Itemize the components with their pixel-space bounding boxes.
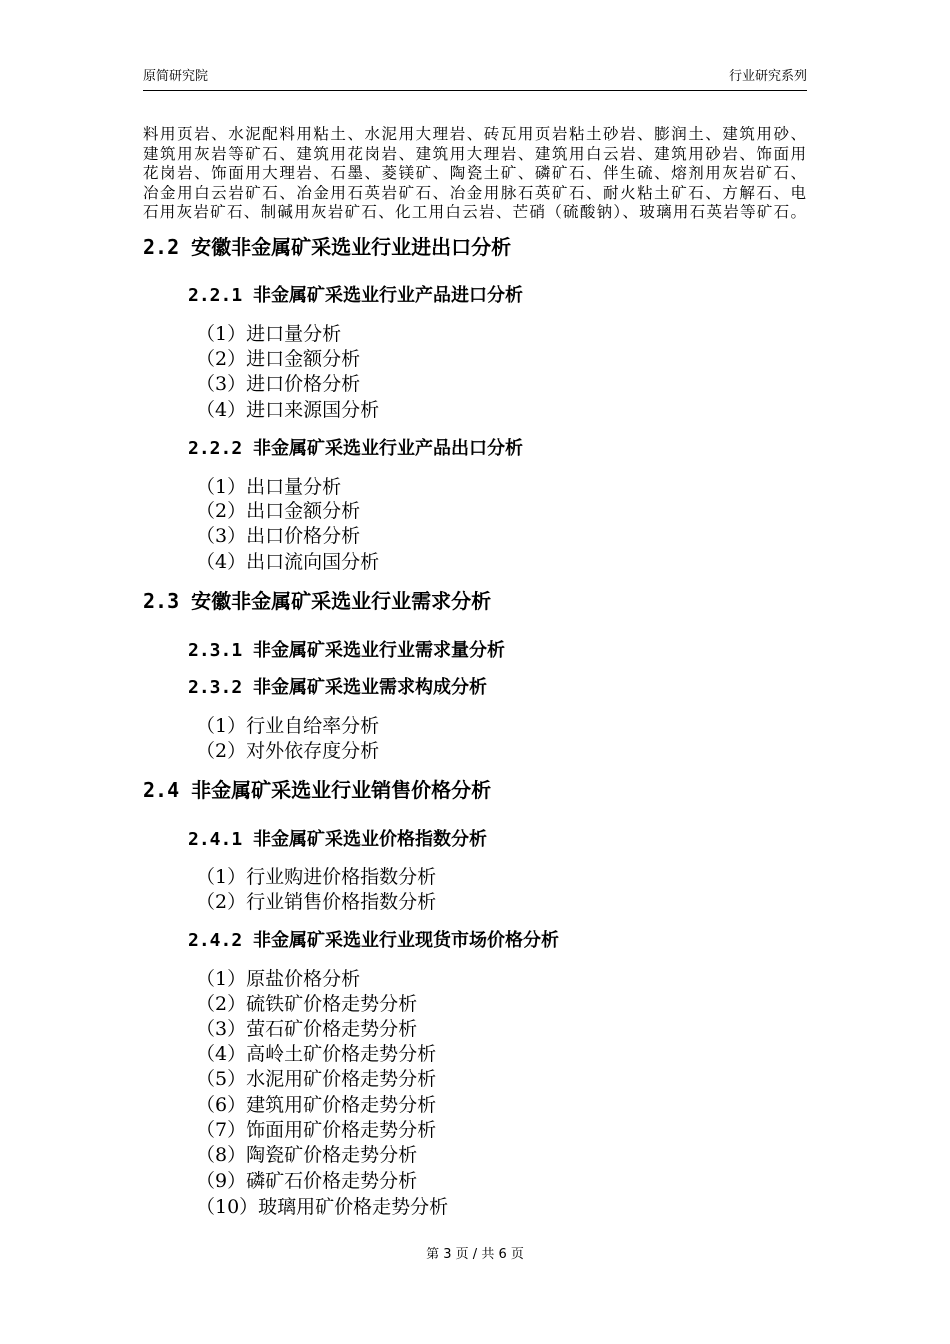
toc-item: （6）建筑用矿价格走势分析	[196, 1094, 437, 1116]
toc-item: （1）进口量分析	[196, 323, 342, 345]
section-heading: 2.2 安徽非金属矿采选业行业进出口分析	[143, 235, 512, 259]
paragraph-line: 石用灰岩矿石、制碱用灰岩矿石、化工用白云岩、芒硝（硫酸钠）、玻璃用石英岩等矿石。	[143, 203, 806, 221]
toc-item: （4）进口来源国分析	[196, 399, 380, 421]
toc-item: （1）行业自给率分析	[196, 715, 380, 737]
toc-item: （2）出口金额分析	[196, 500, 361, 522]
toc-item: （1）出口量分析	[196, 476, 342, 498]
toc-item: （2）进口金额分析	[196, 348, 361, 370]
subsection-heading: 2.4.1 非金属矿采选业价格指数分析	[188, 829, 488, 850]
toc-item: （8）陶瓷矿价格走势分析	[196, 1144, 418, 1166]
toc-item: （4）高岭土矿价格走势分析	[196, 1043, 437, 1065]
page-footer: 第 3 页 / 共 6 页	[426, 1247, 524, 1262]
subsection-heading: 2.3.1 非金属矿采选业行业需求量分析	[188, 640, 506, 661]
toc-item: （3）萤石矿价格走势分析	[196, 1018, 418, 1040]
toc-item: （3）出口价格分析	[196, 525, 361, 547]
paragraph-line: 建筑用灰岩等矿石、建筑用花岗岩、建筑用大理岩、建筑用白云岩、建筑用砂岩、饰面用	[143, 145, 806, 163]
paragraph-line: 料用页岩、水泥配料用粘土、水泥用大理岩、砖瓦用页岩粘土砂岩、膨润土、建筑用砂、	[143, 125, 806, 143]
toc-item: （5）水泥用矿价格走势分析	[196, 1068, 437, 1090]
toc-item: （1）原盐价格分析	[196, 968, 361, 990]
subsection-heading: 2.2.1 非金属矿采选业行业产品进口分析	[188, 285, 524, 306]
section-heading: 2.3 安徽非金属矿采选业行业需求分析	[143, 589, 492, 613]
header-rule	[143, 90, 807, 91]
toc-item: （2）对外依存度分析	[196, 740, 380, 762]
header-series: 行业研究系列	[728, 69, 807, 84]
toc-item: （2）硫铁矿价格走势分析	[196, 993, 418, 1015]
section-heading: 2.4 非金属矿采选业行业销售价格分析	[143, 778, 492, 802]
toc-item: （4）出口流向国分析	[196, 551, 380, 573]
toc-item: （7）饰面用矿价格走势分析	[196, 1119, 437, 1141]
header-org: 原简研究院	[143, 69, 209, 84]
toc-item: （10）玻璃用矿价格走势分析	[196, 1196, 449, 1218]
subsection-heading: 2.3.2 非金属矿采选业需求构成分析	[188, 677, 488, 698]
paragraph-line: 冶金用白云岩矿石、冶金用石英岩矿石、冶金用脉石英矿石、耐火粘土矿石、方解石、电	[143, 184, 806, 202]
toc-item: （1）行业购进价格指数分析	[196, 866, 437, 888]
subsection-heading: 2.2.2 非金属矿采选业行业产品出口分析	[188, 438, 524, 459]
toc-item: （2）行业销售价格指数分析	[196, 891, 437, 913]
subsection-heading: 2.4.2 非金属矿采选业行业现货市场价格分析	[188, 930, 560, 951]
toc-item: （3）进口价格分析	[196, 373, 361, 395]
paragraph-line: 花岗岩、饰面用大理岩、石墨、菱镁矿、陶瓷土矿、磷矿石、伴生硫、熔剂用灰岩矿石、	[143, 164, 806, 182]
toc-item: （9）磷矿石价格走势分析	[196, 1170, 418, 1192]
